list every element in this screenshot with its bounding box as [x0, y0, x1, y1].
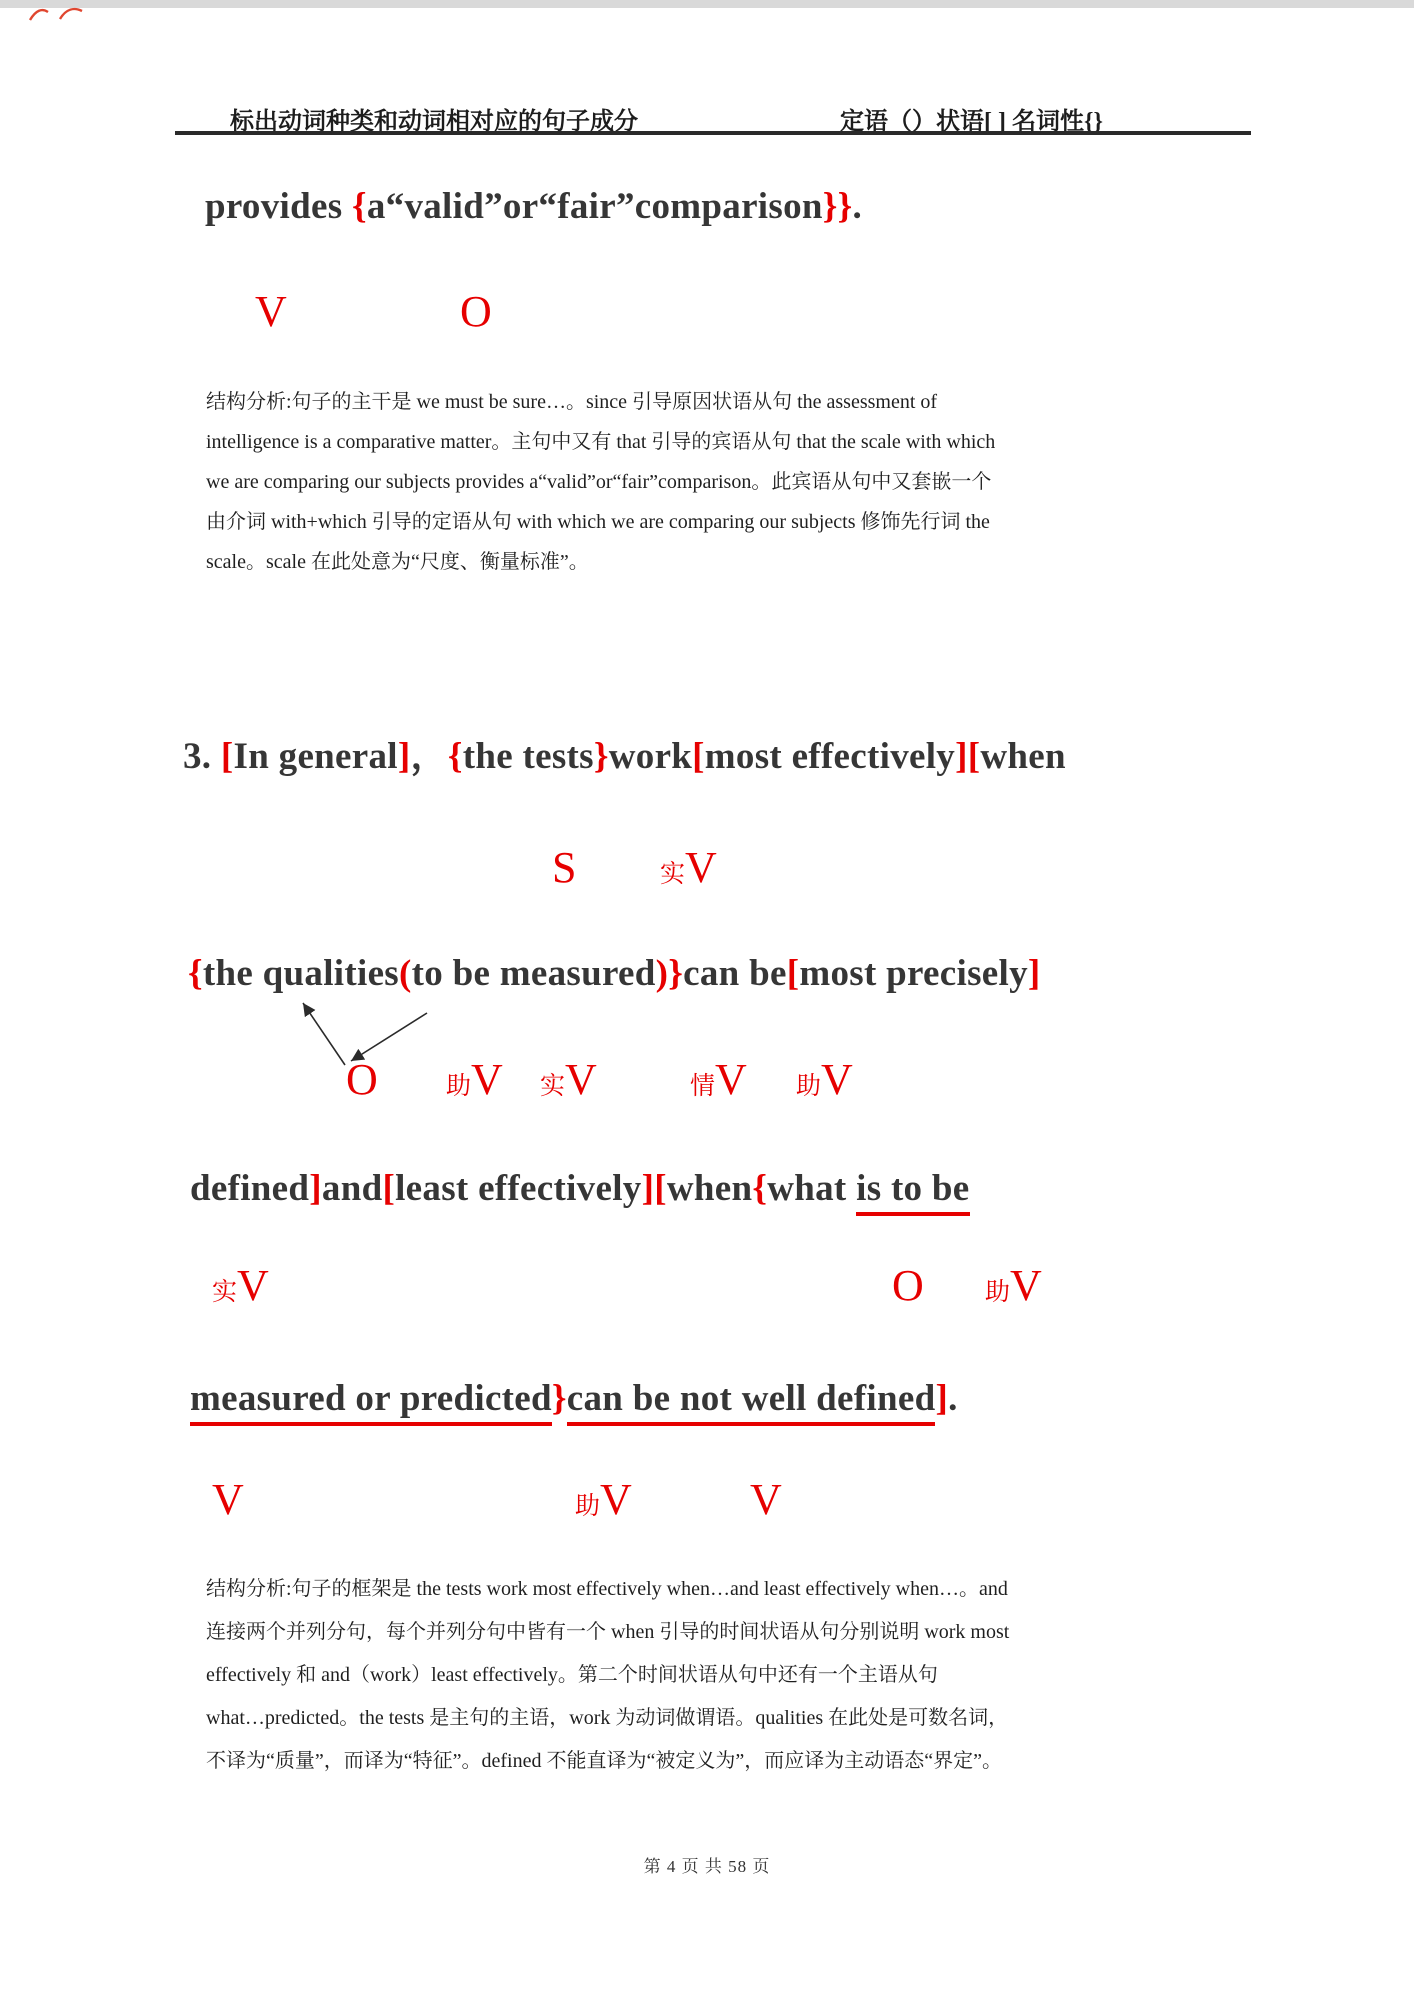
marker-aux-verb: [575, 1475, 632, 1524]
marker-cn: 助: [796, 1073, 822, 1100]
text-segment: to be measured: [411, 953, 656, 994]
red-bracket: [: [692, 736, 705, 777]
marker-letter: V: [212, 1475, 244, 1524]
red-bracket: [: [382, 1168, 396, 1209]
text-segment: when: [666, 1168, 753, 1209]
marker-verb: [750, 1475, 782, 1524]
text-segment: defined: [190, 1168, 310, 1209]
marker-subject: [552, 843, 577, 892]
page-number: 第 4 页 共 58 页: [643, 1857, 771, 1876]
analysis-paragraph-1: [206, 382, 1220, 582]
marker-letter: V: [821, 1055, 853, 1104]
text-segment: least effectively: [395, 1168, 642, 1209]
text-segment: provides: [205, 186, 352, 227]
marker-cn: 情: [690, 1073, 716, 1100]
text-segment: .: [948, 1378, 958, 1419]
paragraph-line: intelligence is a comparative matter。主句中又有 that 引导的宾语从句 that the scale with which: [206, 431, 996, 453]
red-bracket: ][: [955, 736, 981, 777]
paragraph-line: scale。scale 在此处意为“尺度、衡量标准”。: [206, 551, 589, 573]
header-legend: 定语（）状语[ ] 名词性{}: [840, 109, 1103, 135]
text-segment: what: [767, 1168, 857, 1209]
text-segment: the qualities: [202, 953, 399, 994]
marker-cn: 实: [212, 1279, 238, 1306]
red-bracket: )}: [655, 953, 684, 994]
marker-letter: V: [715, 1055, 747, 1104]
marker-letter: V: [600, 1475, 632, 1524]
marker-cn: 助: [446, 1073, 472, 1100]
sentence-3-heading: [183, 734, 1066, 780]
red-bracket: }: [551, 1378, 567, 1419]
marker-cn: 实: [540, 1073, 566, 1100]
paragraph-line: 不译为“质量”，而译为“特征”。defined 不能直译为“被定义为”，而应译为主动语态“界定”。: [206, 1750, 1002, 1772]
marker-main-verb: [212, 1261, 269, 1310]
marker-letter: V: [471, 1055, 503, 1104]
marker-cn: 助: [575, 1493, 601, 1520]
red-bracket: {: [447, 736, 463, 777]
text-segment: when: [980, 736, 1066, 777]
marker-letter: V: [565, 1055, 597, 1104]
header-rule: [175, 131, 1251, 135]
marker-aux-verb: [796, 1055, 853, 1104]
marker-aux-verb: [446, 1055, 503, 1104]
red-bracket: ][: [641, 1168, 667, 1209]
text-segment: can be: [683, 953, 787, 994]
marker-letter: V: [1010, 1261, 1042, 1310]
red-bracket: ]: [935, 1378, 949, 1419]
marker-main-verb: [540, 1055, 597, 1104]
text-segment: a“valid”or“fair”comparison: [366, 186, 823, 227]
sentence-1: [205, 184, 862, 230]
sentence-3-line-2: [188, 951, 1041, 997]
marker-letter: O: [460, 287, 492, 336]
marker-letter: V: [237, 1261, 269, 1310]
header-title: 标出动词种类和动词相对应的句子成分: [230, 109, 638, 135]
paragraph-line: what…predicted。the tests 是主句的主语，work 为动词做谓语。qualities 在此处是可数名词，: [206, 1707, 1009, 1729]
marker-cn: 实: [660, 861, 686, 888]
underlined-text: can be not well defined: [567, 1378, 936, 1426]
red-bracket: [: [786, 953, 800, 994]
marker-cn: 助: [985, 1279, 1011, 1306]
paragraph-line: 结构分析:句子的框架是 the tests work most effectively when…and least effectively when…。and: [206, 1578, 1008, 1600]
paragraph-line: effectively 和 and（work）least effectively。第二个时间状语从句中还有一个主语从句: [206, 1664, 938, 1686]
marker-letter: V: [750, 1475, 782, 1524]
marker-letter: V: [255, 287, 287, 336]
scan-edge: [0, 0, 1414, 8]
red-bracket: {: [351, 186, 367, 227]
text-segment: most effectively: [704, 736, 956, 777]
underlined-text: is to be: [856, 1168, 969, 1216]
text-segment: and: [321, 1168, 383, 1209]
red-bracket: (: [399, 953, 412, 994]
red-bracket: }: [593, 736, 609, 777]
text-segment: .: [852, 186, 863, 227]
text-segment: the tests: [462, 736, 594, 777]
underlined-text: measured or predicted: [190, 1378, 552, 1426]
text-segment: work: [608, 736, 693, 777]
paragraph-line: 由介词 with+which 引导的定语从句 with which we are comparing our subjects 修饰先行词 the: [206, 511, 990, 533]
marker-letter: S: [552, 843, 577, 892]
red-bracket: ]: [309, 1168, 322, 1209]
paragraph-line: we are comparing our subjects provides a“valid”or“fair”comparison。此宾语从句中又套嵌一个: [206, 471, 992, 493]
sentence-3-line-3: [190, 1166, 970, 1212]
analysis-paragraph-2: [206, 1568, 1220, 1783]
marker-modal-verb: [690, 1055, 747, 1104]
paragraph-line: 结构分析:句子的主干是 we must be sure…。since 引导原因状语从句 the assessment of: [206, 391, 938, 413]
marker-verb: [212, 1475, 244, 1524]
red-bracket: ]: [1027, 953, 1041, 994]
text-segment: most precisely: [799, 953, 1028, 994]
red-bracket: {: [188, 953, 203, 994]
marker-object: [346, 1055, 378, 1104]
text-segment: ，: [410, 736, 448, 777]
text-segment: 3.: [183, 736, 221, 777]
red-pen-mark: [26, 6, 96, 24]
marker-object: [892, 1261, 924, 1310]
marker-verb: [255, 287, 287, 336]
text-segment: In general: [233, 736, 398, 777]
marker-aux-verb: [985, 1261, 1042, 1310]
marker-object: [460, 287, 492, 336]
red-bracket: {: [752, 1168, 768, 1209]
marker-letter: O: [346, 1055, 378, 1104]
red-bracket: [: [220, 736, 234, 777]
marker-letter: O: [892, 1261, 924, 1310]
marker-letter: V: [685, 843, 717, 892]
sentence-3-line-4: [190, 1376, 958, 1422]
marker-main-verb: [660, 843, 717, 892]
red-bracket: }}: [822, 186, 853, 227]
paragraph-line: 连接两个并列分句，每个并列分句中皆有一个 when 引导的时间状语从句分别说明 work most: [206, 1621, 1010, 1643]
red-bracket: ]: [397, 736, 411, 777]
